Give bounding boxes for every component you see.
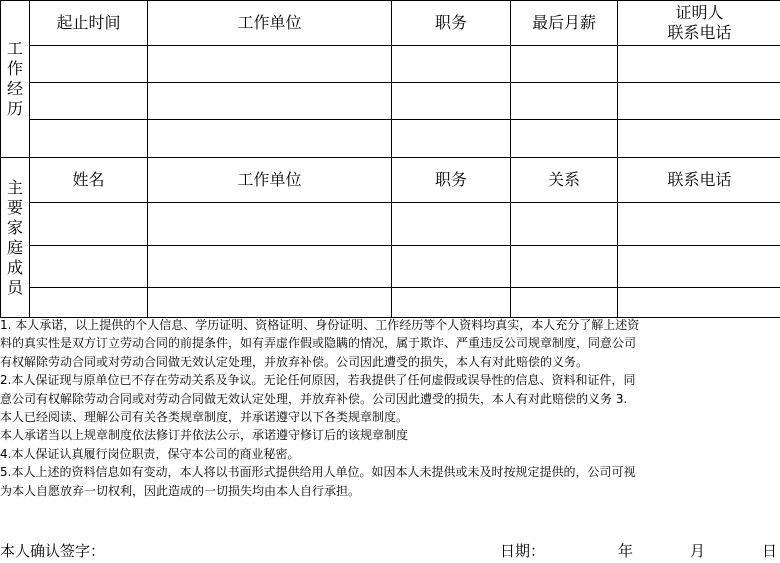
family-position-cell[interactable] [392, 203, 511, 246]
family-employer-cell[interactable] [148, 246, 392, 288]
work-salary-cell[interactable] [511, 120, 618, 158]
work-employer-cell[interactable] [148, 120, 392, 158]
header-period: 起止时间 [30, 1, 148, 46]
work-period-cell[interactable] [30, 46, 148, 83]
work-history-label: 工 作 经 历 [1, 1, 30, 158]
header-family-position: 职务 [392, 158, 511, 203]
month-label: 月 [690, 542, 706, 560]
signature-label: 本人确认签字： [0, 542, 106, 560]
family-name-cell[interactable] [30, 203, 148, 246]
family-employer-cell[interactable] [148, 203, 392, 246]
declaration-line: 2.本人保证现与原单位已不存在劳动关系及争议。无论任何原因，若我提供了任何虚假或误导性的信息、资料和证件，同 [0, 373, 636, 388]
declaration-line: 意公司有权解除劳动合同或对劳动合同做无效认定处理，并放弃补偿。公司因此遭受的损失，本人有对此赔偿的义务 3. [0, 391, 628, 406]
year-label: 年 [618, 542, 634, 560]
work-position-cell[interactable] [392, 83, 511, 120]
work-employer-cell[interactable] [148, 46, 392, 83]
work-position-cell[interactable] [392, 46, 511, 83]
work-referee-cell[interactable] [618, 83, 780, 120]
declaration-text [0, 316, 780, 500]
declaration-line: 本人承诺当以上规章制度依法修订并依法公示，承诺遵守修订后的该规章制度 [0, 428, 409, 443]
header-family-employer: 工作单位 [148, 158, 392, 203]
declaration-line: 4.本人保证认真履行岗位职责，保守本公司的商业秘密。 [0, 446, 300, 461]
work-period-cell[interactable] [30, 120, 148, 158]
header-referee-phone: 证明人 联系电话 [618, 1, 780, 46]
family-members-label: 主 要 家 庭 成 员 [1, 158, 30, 318]
family-relation-cell[interactable] [511, 246, 618, 288]
work-salary-cell[interactable] [511, 46, 618, 83]
declaration-line: 有权解除劳动合同或对劳动合同做无效认定处理，并放弃补偿。公司因此遭受的损失，本人有对此赔偿的义务。 [0, 354, 589, 369]
header-relation: 关系 [511, 158, 618, 203]
header-position: 职务 [392, 1, 511, 46]
family-phone-cell[interactable] [618, 203, 780, 246]
declaration-line: 本人已经阅读、理解公司有关各类规章制度，并承诺遵守以下各类规章制度。 [0, 410, 409, 425]
family-relation-cell[interactable] [511, 288, 618, 318]
family-relation-cell[interactable] [511, 203, 618, 246]
work-employer-cell[interactable] [148, 83, 392, 120]
family-position-cell[interactable] [392, 246, 511, 288]
family-name-cell[interactable] [30, 246, 148, 288]
family-phone-cell[interactable] [618, 288, 780, 318]
family-name-cell[interactable] [30, 288, 148, 318]
header-contact-phone: 联系电话 [618, 158, 780, 203]
header-last-salary: 最后月薪 [511, 1, 618, 46]
family-employer-cell[interactable] [148, 288, 392, 318]
work-position-cell[interactable] [392, 120, 511, 158]
work-referee-cell[interactable] [618, 120, 780, 158]
declaration-line: 为本人自愿放弃一切权利，因此造成的一切损失均由本人自行承担。 [0, 483, 361, 498]
work-salary-cell[interactable] [511, 83, 618, 120]
work-referee-cell[interactable] [618, 46, 780, 83]
date-label: 日期： [500, 542, 546, 560]
declaration-line: 5.本人上述的资料信息如有变动，本人将以书面形式提供给用人单位。如因本人未提供或未及时按规定提供的，公司可视 [0, 465, 636, 480]
header-employer: 工作单位 [148, 1, 392, 46]
day-label: 日 [762, 542, 778, 560]
work-period-cell[interactable] [30, 83, 148, 120]
declaration-line: 料的真实性是双方订立劳动合同的前提条件，如有弄虚作假或隐瞒的情况，属于欺诈、严重违反公司规章制度，同意公司 [0, 336, 637, 351]
header-name: 姓名 [30, 158, 148, 203]
declaration-line: 1. 本人承诺，以上提供的个人信息、学历证明、资格证明、身份证明、工作经历等个人资料均真实，本人充分了解上述资 [0, 318, 640, 332]
family-phone-cell[interactable] [618, 246, 780, 288]
family-position-cell[interactable] [392, 288, 511, 318]
